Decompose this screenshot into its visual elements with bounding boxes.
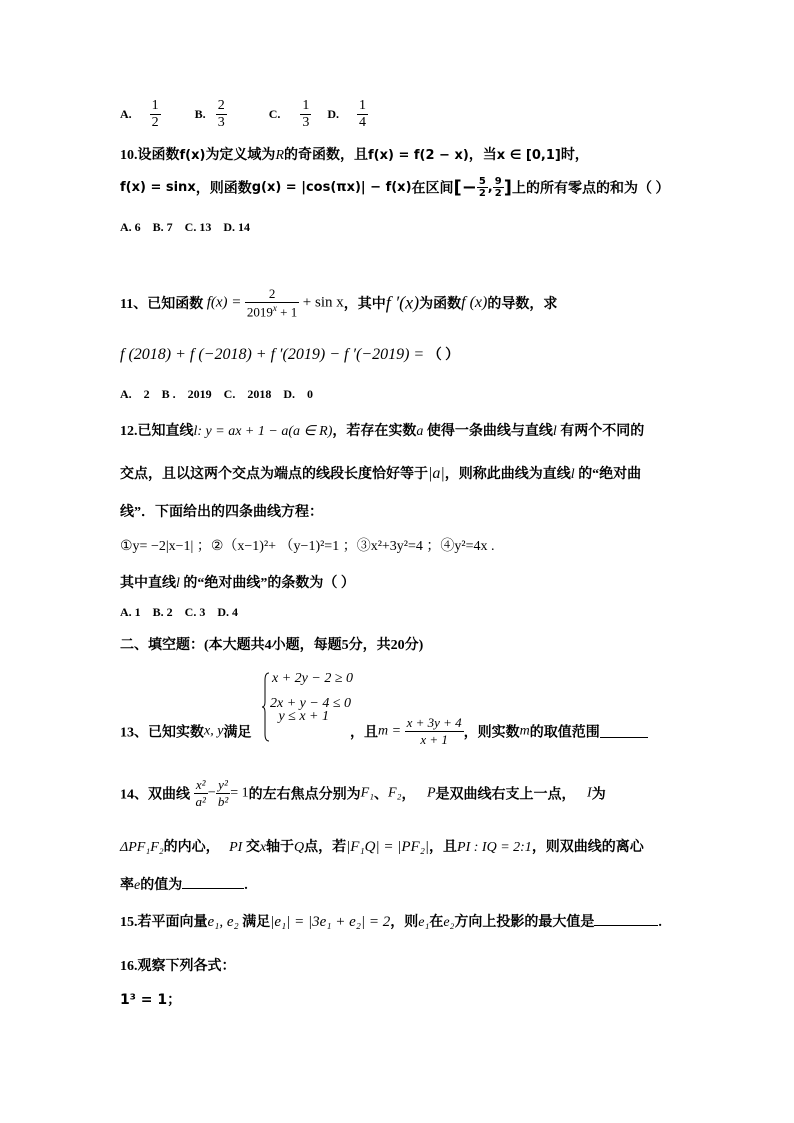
q14-answer-blank[interactable]	[182, 876, 244, 889]
q14-fraction-y: $\frac{\text{y²}}{\text{b²}}$	[217, 777, 229, 809]
q11-line-2: f (2018) + f (−2018) + f ′(2019) − f ′(−2019) = （ ）	[120, 346, 460, 363]
q9-option-c-fraction: $\frac{1}{3}$	[302, 98, 310, 130]
q14-line-3: 率e的值为 .	[120, 878, 248, 893]
q10-interval-upper: $\frac{9}{2}$	[494, 176, 502, 199]
q10-interval-lower: $\frac{5}{2}$	[478, 176, 486, 199]
q10-gx: g(x) = |cos(πx)| − f(x)	[251, 180, 412, 195]
q12-line-5: 其中直线l 的“绝对曲线”的条数为（ ）	[120, 576, 355, 591]
q13-fraction: $\frac{x + 3y + 4}{x + 1}$	[406, 715, 462, 747]
q15-answer-blank[interactable]	[594, 913, 658, 926]
q10-line-2: f(x) = sinx，则函数g(x) = |cos(πx)| − f(x)在区间[− $\frac{5}{2}$ , $\frac{9}{2}$ ]上的所有零点的和为（ ）	[120, 176, 670, 199]
q13-system-row-2: 2x + y − 4 ≤ 0	[270, 696, 352, 711]
q9-option-a-fraction: $\frac{1}{2}$	[151, 98, 159, 130]
q10-eq1: f(x) = f(2 − x)	[368, 148, 469, 163]
q9-option-c-label: C.	[268, 107, 281, 121]
q9-option-b-label: B.	[194, 107, 206, 121]
q9-options	[120, 98, 368, 131]
q15-line: 15.若平面向量e₁, e₂ 满足|e₁| = |3e₁ + e₂| = 2，则e₁在e₂方向上投影的最大值是 .	[120, 914, 662, 930]
q9-option-b-fraction: $\frac{2}{3}$	[217, 98, 225, 130]
q13-answer-blank[interactable]	[600, 725, 648, 738]
q10-line-1: 10.设函数f(x)为定义域为R的奇函数，且f(x) = f(2 − x)，当x ∈ [0,1]时，	[120, 148, 589, 163]
q16-line-2: 1³ = 1；	[120, 992, 182, 1008]
section-2-heading: 二、填空题：(本大题共4小题，每题5分，共20分)	[120, 638, 424, 653]
q14-fraction-x: $\frac{\text{x²}}{\text{a²}}$	[195, 777, 206, 809]
q10-eq2: f(x) = sinx	[120, 180, 196, 195]
q12-line-1: 12.已知直线l: y = ax + 1 − a(a ∈ R)，若存在实数a 使得一条曲线与直线l 有两个不同的	[120, 424, 645, 439]
q14-line-1: 14、双曲线 $\frac{\text{x²}}{\text{a²}}$ − $\frac{\text{y²}}{\text{b²}}$ = 1的左右焦点分别为F₁、F₂， P是双曲线右支上一点， I为	[120, 777, 606, 809]
q12-line-2: 交点，且以这两个交点为端点的线段长度恰好等于|a|，则称此曲线为直线l 的“绝对曲	[120, 465, 642, 482]
q16-line-1: 16.观察下列各式：	[120, 959, 236, 974]
q13-system-row-1: x + 2y − 2 ≥ 0	[272, 671, 354, 686]
q12-line-3: 线”．下面给出的四条曲线方程：	[120, 505, 323, 520]
q9-option-a-label: A.	[120, 107, 132, 121]
q10-fx: f(x)	[179, 148, 206, 163]
q13-system-row-3: y ≤ x + 1	[278, 709, 329, 724]
q11-line-1: 11、已知函数 f(x) = $\frac{2}{2019^x + 1}$ + sin x，其中f ′(x)为函数f (x)的导数，求	[120, 286, 558, 320]
q9-option-d-label: D.	[327, 107, 340, 121]
q9-option-d-fraction: $\frac{1}{4}$	[359, 98, 367, 130]
q12-line-4: ①y= −2|x−1| ；②（x−1)²+ （y−1)²=1 ；③x²+3y²=4 ；④y²=4x .	[120, 539, 495, 554]
q10-options: A. 6 B. 7 C. 13 D. 14	[120, 220, 251, 234]
q14-line-2: ΔPF₁F₂的内心， PI 交x轴于Q点，若|F₁Q| = |PF₂|，且PI : IQ = 2:1，则双曲线的离心	[120, 839, 644, 855]
q10-cond: x ∈ [0,1]	[496, 148, 561, 163]
q12-options: A. 1 B. 2 C. 3 D. 4	[120, 605, 239, 619]
q11-fraction: $\frac{2}{2019^x + 1}$	[246, 286, 298, 320]
q13-line: 13、已知实数x, y满足 y ≤ x + 1 ，且m = $\frac{x + 3y + 4}{x + 1}$ ，则实数m的取值范围	[120, 715, 648, 748]
q11-options: A. 2 B . 2019 C. 2018 D. 0	[120, 387, 314, 401]
